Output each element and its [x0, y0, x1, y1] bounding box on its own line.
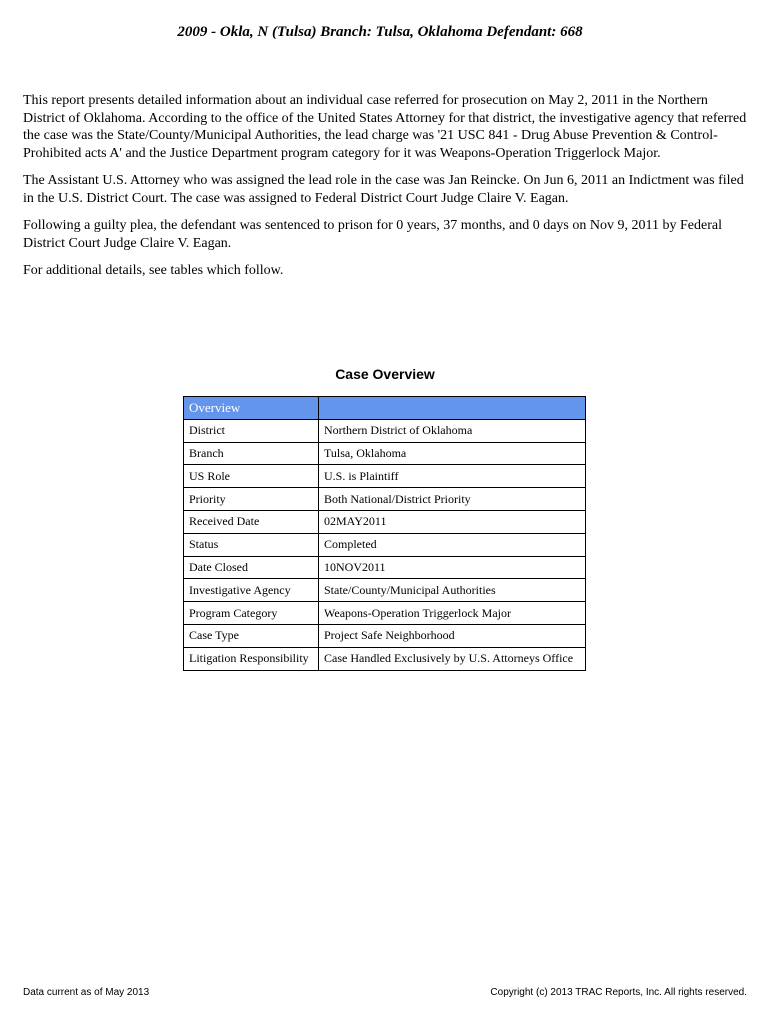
table-label-cell: Date Closed	[184, 556, 319, 579]
table-value-cell: 02MAY2011	[319, 510, 586, 533]
table-row-received-date	[184, 510, 586, 533]
table-label-cell: US Role	[184, 465, 319, 488]
table-row-case-type	[184, 624, 586, 647]
paragraph-attorney-assignment: The Assistant U.S. Attorney who was assigned the lead role in the case was Jan Reincke. On Jun 6, 2011 an Indictment was filed in the U.S. District Court. The case was assigned to Federal District Court Judge Claire V. Eagan.	[23, 173, 744, 206]
table-row-us-role	[184, 465, 586, 488]
table-label-cell: Case Type	[184, 624, 319, 647]
table-label-cell: Program Category	[184, 602, 319, 625]
table-value-cell: U.S. is Plaintiff	[319, 465, 586, 488]
table-row-priority	[184, 488, 586, 511]
table-value-cell: State/County/Municipal Authorities	[319, 579, 586, 602]
paragraph-case-referral: This report presents detailed information about an individual case referred for prosecution on May 2, 2011 in the Northern District of Oklahoma. According to the office of the United States Attorney for that district, the investigative agency that referred the case was the State/County/Municipal Authorities, the lead charge was '21 USC 841 - Drug Abuse Prevention & Control-Prohibited acts A' and the Justice Department program category for it was Weapons-Operation Triggerlock Major.	[23, 93, 747, 161]
table-row-status	[184, 533, 586, 556]
table-value-cell: Northern District of Oklahoma	[319, 419, 586, 442]
table-label-cell: Status	[184, 533, 319, 556]
table-value-cell: Both National/District Priority	[319, 488, 586, 511]
table-row-program-category	[184, 602, 586, 625]
copyright-notice: Copyright (c) 2013 TRAC Reports, Inc. All rights reserved.	[490, 987, 747, 998]
table-label-cell: Litigation Responsibility	[184, 647, 319, 670]
paragraph-additional-details: For additional details, see tables which follow.	[23, 263, 284, 278]
case-overview-table	[183, 396, 586, 671]
table-value-cell: Tulsa, Oklahoma	[319, 442, 586, 465]
page-title: 2009 - Okla, N (Tulsa) Branch: Tulsa, Oklahoma Defendant: 668	[177, 24, 583, 40]
table-header-cell	[319, 397, 586, 420]
case-overview-heading: Case Overview	[335, 366, 435, 382]
paragraph-sentencing: Following a guilty plea, the defendant was sentenced to prison for 0 years, 37 months, and 0 days on Nov 9, 2011 by Federal District Court Judge Claire V. Eagan.	[23, 218, 722, 251]
table-label-cell: Received Date	[184, 510, 319, 533]
table-header-row	[184, 397, 586, 420]
table-row-date-closed	[184, 556, 586, 579]
table-label-cell: Priority	[184, 488, 319, 511]
table-label-cell: Branch	[184, 442, 319, 465]
table-row-district	[184, 419, 586, 442]
table-value-cell: Case Handled Exclusively by U.S. Attorneys Office	[319, 647, 586, 670]
table-label-cell: District	[184, 419, 319, 442]
table-value-cell: Project Safe Neighborhood	[319, 624, 586, 647]
report-body	[23, 92, 753, 290]
table-value-cell: Completed	[319, 533, 586, 556]
table-header-cell: Overview	[184, 397, 319, 420]
table-value-cell: Weapons-Operation Triggerlock Major	[319, 602, 586, 625]
table-row-investigative-agency	[184, 579, 586, 602]
table-row-branch	[184, 442, 586, 465]
table-row-litigation-responsibility	[184, 647, 586, 670]
table-label-cell: Investigative Agency	[184, 579, 319, 602]
data-currency-note: Data current as of May 2013	[23, 987, 150, 998]
table-value-cell: 10NOV2011	[319, 556, 586, 579]
